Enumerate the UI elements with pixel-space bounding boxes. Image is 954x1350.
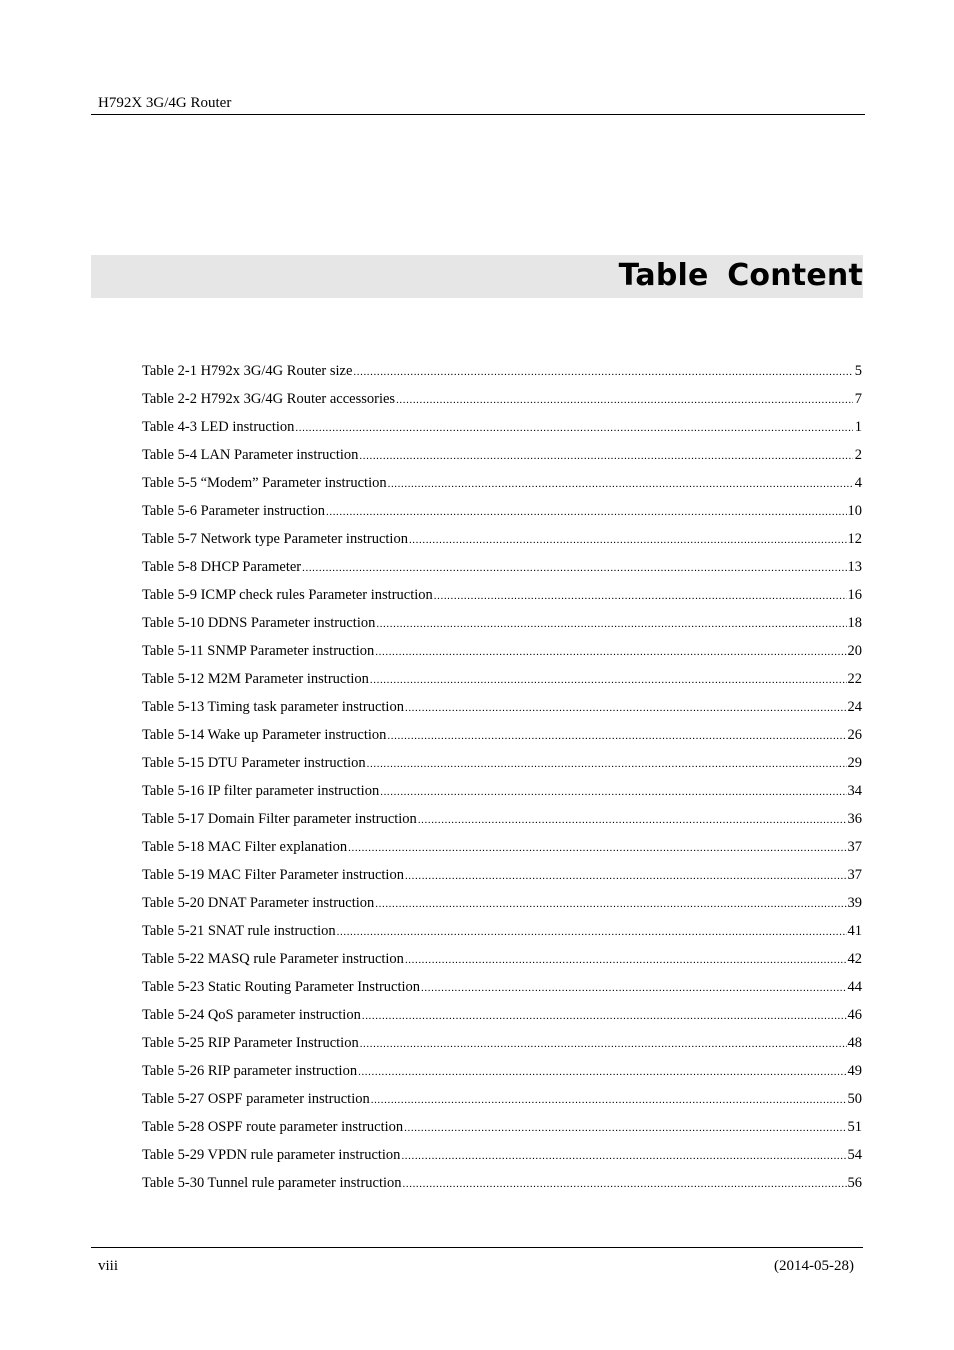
toc-entry-page-number: 41 <box>847 923 862 939</box>
footer-rule <box>91 1247 863 1248</box>
toc-entry-page-number: 46 <box>847 1007 862 1023</box>
toc-entry-label: Table 5-5 “Modem” Parameter instruction <box>142 475 387 491</box>
toc-dot-leader <box>326 498 847 525</box>
toc-entry-page-number: 42 <box>847 951 862 967</box>
toc-entry-label: Table 5-11 SNMP Parameter instruction <box>142 643 375 659</box>
toc-entry-page-number: 29 <box>847 755 862 771</box>
toc-entry[interactable] <box>142 693 862 721</box>
toc-entry-page-number: 24 <box>847 699 862 715</box>
toc-entry-page-number: 34 <box>847 783 862 799</box>
toc-entry-label: Table 5-17 Domain Filter parameter instruction <box>142 811 417 827</box>
toc-dot-leader <box>375 638 846 665</box>
toc-entry-label: Table 5-13 Timing task parameter instruction <box>142 699 404 715</box>
toc-entry[interactable] <box>142 1001 862 1029</box>
toc-entry-page-number: 16 <box>847 587 862 603</box>
toc-entry-page-number: 49 <box>847 1063 862 1079</box>
toc-entry[interactable] <box>142 1113 862 1141</box>
toc-entry[interactable] <box>142 553 862 581</box>
toc-entry[interactable] <box>142 357 862 385</box>
toc-entry-label: Table 5-12 M2M Parameter instruction <box>142 671 369 687</box>
toc-entry-label: Table 5-8 DHCP Parameter <box>142 559 302 575</box>
toc-dot-leader <box>434 582 847 609</box>
toc-entry[interactable] <box>142 1029 862 1057</box>
toc-entry[interactable] <box>142 805 862 833</box>
toc-dot-leader <box>358 1058 846 1085</box>
footer-date: (2014-05-28) <box>774 1258 854 1274</box>
running-header-title: H792X 3G/4G Router <box>98 95 232 111</box>
toc-entry-label: Table 5-16 IP filter parameter instruction <box>142 783 380 799</box>
title-band <box>91 255 863 298</box>
toc-entry[interactable] <box>142 749 862 777</box>
toc-dot-leader <box>360 1030 847 1057</box>
toc-entry-label: Table 5-28 OSPF route parameter instruction <box>142 1119 404 1135</box>
toc-entry-label: Table 5-18 MAC Filter explanation <box>142 839 348 855</box>
toc-entry-page-number: 36 <box>847 811 862 827</box>
toc-entry-page-number: 44 <box>847 979 862 995</box>
toc-entry-page-number: 20 <box>847 643 862 659</box>
toc-dot-leader <box>376 610 846 637</box>
toc-entry-label: Table 4-3 LED instruction <box>142 419 295 435</box>
toc-entry-label: Table 2-2 H792x 3G/4G Router accessories <box>142 391 396 407</box>
toc-entry[interactable] <box>142 945 862 973</box>
toc-entry-page-number: 48 <box>847 1035 862 1051</box>
toc-entry-label: Table 5-27 OSPF parameter instruction <box>142 1091 370 1107</box>
toc-entry-page-number: 26 <box>847 727 862 743</box>
toc-dot-leader <box>337 918 847 945</box>
toc-dot-leader <box>404 1114 846 1141</box>
toc-entry-page-number: 12 <box>847 531 862 547</box>
toc-entry-label: Table 5-7 Network type Parameter instruction <box>142 531 408 547</box>
toc-entry-label: Table 5-24 QoS parameter instruction <box>142 1007 361 1023</box>
toc-dot-leader <box>359 442 853 469</box>
toc-dot-leader <box>421 974 846 1001</box>
toc-entry-page-number: 13 <box>847 559 862 575</box>
toc-entry[interactable] <box>142 861 862 889</box>
toc-entry-label: Table 5-6 Parameter instruction <box>142 503 325 519</box>
toc-entry-page-number: 22 <box>847 671 862 687</box>
toc-dot-leader <box>405 862 847 889</box>
header-rule <box>91 114 865 115</box>
toc-entry-page-number: 10 <box>847 503 862 519</box>
toc-entry-page-number: 37 <box>847 839 862 855</box>
page-title: Table Content <box>618 258 863 293</box>
toc-entry[interactable] <box>142 441 862 469</box>
toc-entry[interactable] <box>142 777 862 805</box>
toc-entry[interactable] <box>142 1085 862 1113</box>
toc-dot-leader <box>418 806 847 833</box>
toc-entry-label: Table 5-9 ICMP check rules Parameter instruction <box>142 587 433 603</box>
toc-entry-label: Table 5-23 Static Routing Parameter Instruction <box>142 979 421 995</box>
toc-dot-leader <box>367 750 847 777</box>
toc-entry[interactable] <box>142 721 862 749</box>
toc-entry-label: Table 5-14 Wake up Parameter instruction <box>142 727 387 743</box>
toc-entry[interactable] <box>142 1141 862 1169</box>
toc-entry-label: Table 2-1 H792x 3G/4G Router size <box>142 363 353 379</box>
toc-entry[interactable] <box>142 581 862 609</box>
toc-entry-label: Table 5-21 SNAT rule instruction <box>142 923 336 939</box>
toc-dot-leader <box>380 778 846 805</box>
toc-entry-page-number: 1 <box>854 419 862 435</box>
toc-entry[interactable] <box>142 385 862 413</box>
toc-dot-leader <box>388 470 853 497</box>
toc-entry-page-number: 7 <box>854 391 862 407</box>
toc-entry[interactable] <box>142 525 862 553</box>
toc-entry[interactable] <box>142 637 862 665</box>
toc-dot-leader <box>370 666 847 693</box>
toc-entry-page-number: 2 <box>854 447 862 463</box>
toc-entry-page-number: 37 <box>847 867 862 883</box>
toc-entry[interactable] <box>142 665 862 693</box>
toc-dot-leader <box>302 554 846 581</box>
toc-entry-label: Table 5-4 LAN Parameter instruction <box>142 447 359 463</box>
toc-entry[interactable] <box>142 1169 862 1197</box>
toc-dot-leader <box>405 946 847 973</box>
toc-entry-label: Table 5-19 MAC Filter Parameter instruction <box>142 867 404 883</box>
toc-entry[interactable] <box>142 609 862 637</box>
toc-dot-leader <box>405 694 847 721</box>
toc-dot-leader <box>353 358 853 385</box>
toc-dot-leader <box>409 526 847 553</box>
toc-entry[interactable] <box>142 917 862 945</box>
toc-entry-label: Table 5-25 RIP Parameter Instruction <box>142 1035 359 1051</box>
toc-entry-page-number: 51 <box>847 1119 862 1135</box>
table-of-contents-list <box>142 357 862 1197</box>
toc-entry-label: Table 5-26 RIP parameter instruction <box>142 1063 358 1079</box>
toc-dot-leader <box>403 1170 847 1197</box>
toc-entry-page-number: 5 <box>854 363 862 379</box>
toc-dot-leader <box>387 722 846 749</box>
toc-entry-label: Table 5-10 DDNS Parameter instruction <box>142 615 376 631</box>
toc-dot-leader <box>371 1086 847 1113</box>
toc-entry-page-number: 39 <box>847 895 862 911</box>
toc-entry-page-number: 50 <box>847 1091 862 1107</box>
toc-entry[interactable] <box>142 889 862 917</box>
toc-entry[interactable] <box>142 497 862 525</box>
toc-entry-page-number: 4 <box>854 475 862 491</box>
toc-entry-page-number: 54 <box>847 1147 862 1163</box>
toc-dot-leader <box>396 386 853 413</box>
toc-entry-label: Table 5-20 DNAT Parameter instruction <box>142 895 375 911</box>
toc-dot-leader <box>375 890 846 917</box>
toc-entry-label: Table 5-30 Tunnel rule parameter instruction <box>142 1175 402 1191</box>
toc-entry-label: Table 5-15 DTU Parameter instruction <box>142 755 366 771</box>
toc-entry[interactable] <box>142 469 862 497</box>
toc-entry[interactable] <box>142 1057 862 1085</box>
toc-dot-leader <box>362 1002 847 1029</box>
footer-page-number: viii <box>98 1258 119 1274</box>
toc-dot-leader <box>401 1142 846 1169</box>
toc-entry[interactable] <box>142 833 862 861</box>
toc-entry[interactable] <box>142 413 862 441</box>
toc-dot-leader <box>295 414 853 441</box>
toc-entry-page-number: 56 <box>847 1175 862 1191</box>
toc-entry-page-number: 18 <box>847 615 862 631</box>
toc-entry[interactable] <box>142 973 862 1001</box>
toc-entry-label: Table 5-22 MASQ rule Parameter instruction <box>142 951 404 967</box>
toc-entry-label: Table 5-29 VPDN rule parameter instruction <box>142 1147 401 1163</box>
toc-dot-leader <box>348 834 846 861</box>
